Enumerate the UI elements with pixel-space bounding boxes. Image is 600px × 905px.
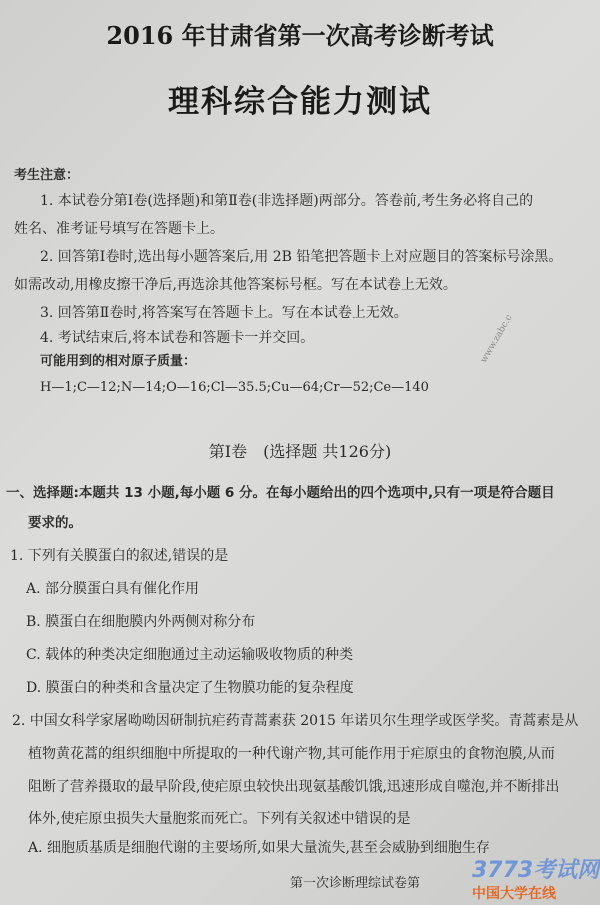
notice-heading: 考生注意：	[14, 168, 80, 183]
notice-line: 姓名、准考证号填写在答题卡上。	[14, 221, 224, 237]
question-1-option: A. 部分膜蛋白具有催化作用	[26, 581, 200, 597]
question-1-option: B. 膜蛋白在细胞膜内外两侧对称分布	[26, 614, 256, 630]
question-2-stem: 植物黄花蒿的组织细胞中所提取的一种代谢产物,其可能作用于疟原虫的食物泡膜,从而	[28, 746, 555, 762]
volume-heading: 第Ⅰ卷 (选择题 共126分)	[208, 442, 392, 461]
section-instructions-cont: 要求的。	[28, 515, 82, 531]
notice-line: 如需改动,用橡皮擦干净后,再选涂其他答案标号框。写在本试卷上无效。	[14, 277, 457, 293]
exam-subtitle: 理科综合能力测试	[168, 84, 432, 120]
question-2-stem: 体外,使疟原虫损失大量胞浆而死亡。下列有关叙述中错误的是	[28, 811, 411, 827]
question-2-stem: 阻断了营养摄取的最早阶段,使疟原虫较快出现氨基酸饥饿,迅速形成自噬泡,并不断排出	[28, 779, 560, 795]
question-2-stem: 2. 中国女科学家屠呦呦因研制抗疟药青蒿素获 2015 年诺贝尔生理学或医学奖。青蒿素是从	[12, 713, 579, 729]
section-instructions: 一、选择题:本题共 13 小题,每小题 6 分。在每小题给出的四个选项中,只有一项是符合题目	[6, 485, 555, 501]
exam-title: 2016 年甘肃省第一次高考诊断考试	[106, 21, 494, 50]
question-1-stem: 1. 下列有关膜蛋白的叙述,错误的是	[10, 548, 229, 564]
site-logo-secondary: 中国大学在线	[472, 886, 556, 902]
notice-line: 3. 回答第Ⅱ卷时,将答案写在答题卡上。写在本试卷上无效。	[40, 305, 408, 321]
notice-line: 4. 考试结束后,将本试卷和答题卡一并交回。	[40, 330, 315, 346]
question-1-option: C. 载体的种类决定细胞通过主动运输吸收物质的种类	[26, 647, 354, 663]
watermark-url: www.zabc.c	[479, 313, 515, 365]
notice-line: 2. 回答第Ⅰ卷时,选出每小题答案后,用 2B 铅笔把答题卡上对应题目的答案标号涂黑。	[40, 249, 563, 265]
page-footer: 第一次诊断理综试卷第	[290, 876, 421, 891]
atomic-mass-values: H—1;C—12;N—14;O—16;Cl—35.5;Cu—64;Cr—52;Ce—140	[40, 380, 429, 395]
question-2-option: A. 细胞质基质是细胞代谢的主要场所,如果大量流失,甚至会威胁到细胞生存	[28, 840, 490, 856]
question-1-option: D. 膜蛋白的种类和含量决定了生物膜功能的复杂程度	[26, 680, 354, 696]
atomic-mass-heading: 可能用到的相对原子质量：	[40, 354, 197, 369]
site-logo: 3773考试网	[472, 858, 600, 883]
notice-line: 1. 本试卷分第Ⅰ卷(选择题)和第Ⅱ卷(非选择题)两部分。答卷前,考生务必将自己的	[40, 193, 534, 209]
